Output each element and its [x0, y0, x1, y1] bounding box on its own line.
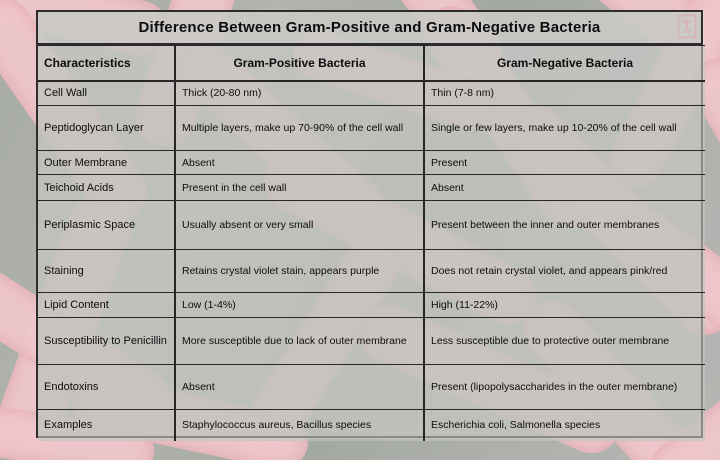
gram-positive-cell: Present in the cell wall: [175, 175, 424, 201]
gram-positive-cell: Retains crystal violet stain, appears purple: [175, 250, 424, 293]
column-header-characteristics: Characteristics: [38, 46, 175, 81]
gram-negative-cell: Does not retain crystal violet, and appears pink/red: [424, 250, 705, 293]
comparison-table-panel: [36, 10, 703, 438]
table-row: [38, 365, 705, 410]
row-label: Lipid Content: [38, 293, 175, 318]
header-row: [38, 46, 705, 81]
row-label: Teichoid Acids: [38, 175, 175, 201]
gram-negative-cell: Escherichia coli, Salmonella species: [424, 410, 705, 441]
gram-negative-cell: Absent: [424, 175, 705, 201]
row-label: Cell Wall: [38, 81, 175, 106]
gram-positive-cell: Usually absent or very small: [175, 201, 424, 250]
row-label: Periplasmic Space: [38, 201, 175, 250]
column-header-gram-positive: Gram-Positive Bacteria: [175, 46, 424, 81]
row-label: Outer Membrane: [38, 151, 175, 175]
table-row: [38, 81, 705, 106]
table-row: [38, 175, 705, 201]
gram-negative-cell: Less susceptible due to protective outer membrane: [424, 318, 705, 365]
row-label: Endotoxins: [38, 365, 175, 410]
row-label: Staining: [38, 250, 175, 293]
gram-negative-cell: Present (lipopolysaccharides in the outer membrane): [424, 365, 705, 410]
table-row: [38, 293, 705, 318]
gram-negative-cell: Present: [424, 151, 705, 175]
gram-positive-cell: More susceptible due to lack of outer membrane: [175, 318, 424, 365]
gram-positive-cell: Absent: [175, 151, 424, 175]
table-row: [38, 410, 705, 441]
gram-negative-cell: Present between the inner and outer membranes: [424, 201, 705, 250]
table-row: [38, 250, 705, 293]
table-title-bar: [38, 12, 701, 45]
column-header-gram-negative: Gram-Negative Bacteria: [424, 46, 705, 81]
gram-positive-cell: Staphylococcus aureus, Bacillus species: [175, 410, 424, 441]
gram-negative-cell: Thin (7-8 nm): [424, 81, 705, 106]
gram-positive-cell: Low (1-4%): [175, 293, 424, 318]
gram-negative-cell: Single or few layers, make up 10-20% of the cell wall: [424, 106, 705, 151]
gram-positive-cell: Absent: [175, 365, 424, 410]
table-row: [38, 318, 705, 365]
table-row: [38, 106, 705, 151]
row-label: Peptidoglycan Layer: [38, 106, 175, 151]
table-row: [38, 151, 705, 175]
page-title: Difference Between Gram-Positive and Gram-Negative Bacteria: [138, 19, 601, 36]
table-row: [38, 201, 705, 250]
gram-negative-cell: High (11-22%): [424, 293, 705, 318]
comparison-table: [38, 45, 705, 441]
gram-positive-cell: Multiple layers, make up 70-90% of the cell wall: [175, 106, 424, 151]
image-placeholder-icon: [677, 14, 697, 39]
gram-positive-cell: Thick (20-80 nm): [175, 81, 424, 106]
row-label: Susceptibility to Penicillin: [38, 318, 175, 365]
row-label: Examples: [38, 410, 175, 441]
